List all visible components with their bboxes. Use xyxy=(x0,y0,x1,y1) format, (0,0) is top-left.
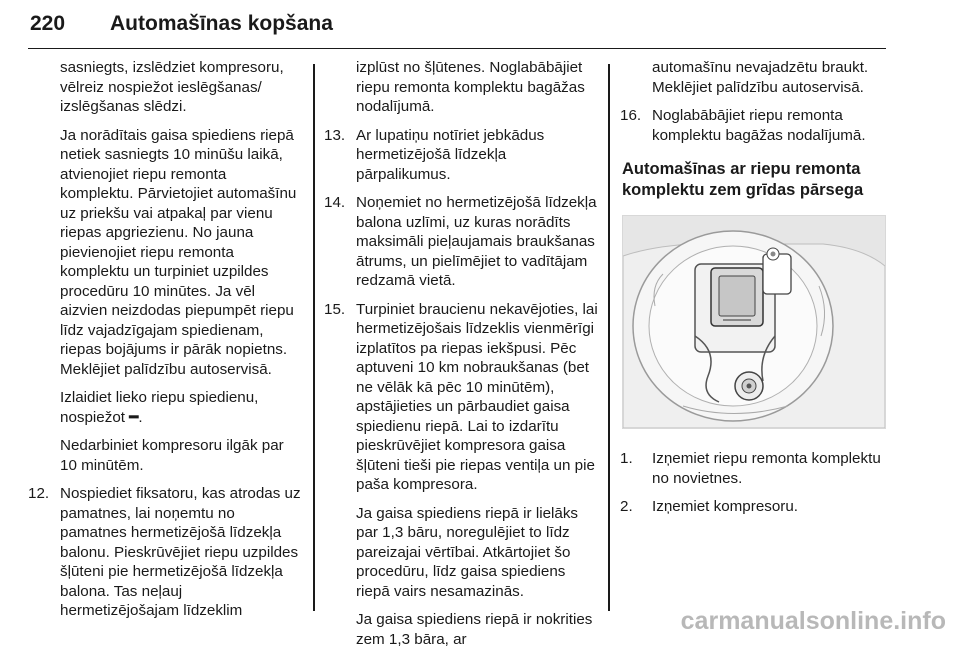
list-number: 15. xyxy=(324,300,346,318)
column-3 xyxy=(622,58,890,526)
paragraph: izplūst no šļūtenes. Noglabābājiet riepu remonta komplektu bagāžas nodalījumā. xyxy=(356,59,585,115)
list-number: 1. xyxy=(620,450,633,467)
list-text: Turpiniet braucienu nekavējoties, lai hermetizējošais līdzeklis vienmērīgi izplatītos pa riepas iekšpusi. Pēc aptuveni 10 km nobraukšanas (bet ne vēlāk kā pēc 10 minūtēm), apstājieties un pārbaudiet gaisa spiedienu riepā. Lai to izdarītu pieskrūvējiet kompresora gaisa šļūteni tieši pie riepas ventiļa un pie paša kompresora. xyxy=(356,300,598,493)
column-divider xyxy=(313,64,315,611)
list-text: Noglabābājiet riepu remonta komplektu bagāžas nodalījumā. xyxy=(652,107,866,144)
list-item xyxy=(622,106,890,145)
list-item xyxy=(30,484,302,621)
page-title: Automašīnas kopšana xyxy=(110,12,333,35)
list-item xyxy=(326,193,598,291)
list-text: Ar lupatiņu notīriet jebkādus hermetizējošā līdzekļa pārpalikumus. xyxy=(356,126,545,183)
list-number: 13. xyxy=(324,126,346,144)
section-subheading: Automašīnas ar riepu remonta komplektu zem grīdas pārsega xyxy=(622,160,864,199)
page-header xyxy=(28,4,886,49)
list-item xyxy=(326,126,598,185)
paragraph: Ja gaisa spiediens riepā ir nokrities zem 1,3 bāra, ar xyxy=(356,611,593,648)
list-text: Izņemiet kompresoru. xyxy=(652,498,799,515)
minus-symbol-icon: ━ xyxy=(129,408,139,426)
column-2 xyxy=(326,58,598,658)
tire-repair-kit-illustration xyxy=(622,215,886,429)
list-item xyxy=(622,449,890,488)
paragraph: Ja norādītais gaisa spiediens riepā netiek sasniegts 10 minūšu laikā, atvienojiet riepu remonta komplektu. Pārvietojiet automašīnu uz priekšu vai atpakaļ par vienu riepas apgriezienu. No jauna pievienojiet riepu remonta komplektu un turpiniet uzpildes procedūru 10 minūtes. Ja vēl aizvien neizdodas piepumpēt riepu līdz vajadzīgajam spiedienam, riepas bojājums ir pārāk nopietns. Meklējiet palīdzību autoservisā. xyxy=(60,126,297,378)
list-number: 2. xyxy=(620,498,633,515)
list-text: Nospiediet fiksatoru, kas atrodas uz pamatnes, lai noņemtu no pamatnes hermetizējošā līdzekļa balonu. Pieskrūvējiet riepu uzpildes šļūteni pie hermetizējošā līdzekļa balona. Tas neļauj hermetizējošajam līdzeklim xyxy=(60,485,301,619)
paragraph: automašīnu nevajadzētu braukt. Meklējiet palīdzību autoservisā. xyxy=(652,59,869,96)
list-item xyxy=(326,300,598,495)
paragraph: Nedarbiniet kompresoru ilgāk par 10 minūtēm. xyxy=(60,437,284,474)
list-text: Noņemiet no hermetizējošā līdzekļa balona uzlīmi, uz kuras norādīts maksimāli pieļaujamais braukšanas ātrums, un pielīmējiet to vadītājam redzamā vietā. xyxy=(356,194,597,289)
paragraph-end: . xyxy=(138,408,143,426)
column-divider xyxy=(608,64,610,611)
column-1 xyxy=(30,58,302,630)
paragraph: Ja gaisa spiediens riepā ir lielāks par 1,3 bāru, noregulējiet to līdz pareizajai vērtībai. Atkārtojiet šo procedūru, līdz gaisa spiediens riepā vairs nesamazinās. xyxy=(356,504,579,600)
list-item xyxy=(622,497,890,517)
paragraph: sasniegts, izslēdziet kompresoru, vēlreiz nospiežot ieslēgšanas/ izslēgšanas slēdzi. xyxy=(60,59,284,115)
spare-well-drawing xyxy=(623,216,885,428)
page-number: 220 xyxy=(30,12,66,35)
watermark: carmanualsonline.info xyxy=(680,607,946,635)
list-number: 12. xyxy=(28,485,50,502)
paragraph xyxy=(30,388,302,427)
list-number: 14. xyxy=(324,194,346,211)
list-number: 16. xyxy=(620,107,642,124)
paragraph-text: Izlaidiet lieko riepu spiedienu, nospiežot xyxy=(60,389,259,426)
list-text: Izņemiet riepu remonta komplektu no novietnes. xyxy=(652,450,881,487)
